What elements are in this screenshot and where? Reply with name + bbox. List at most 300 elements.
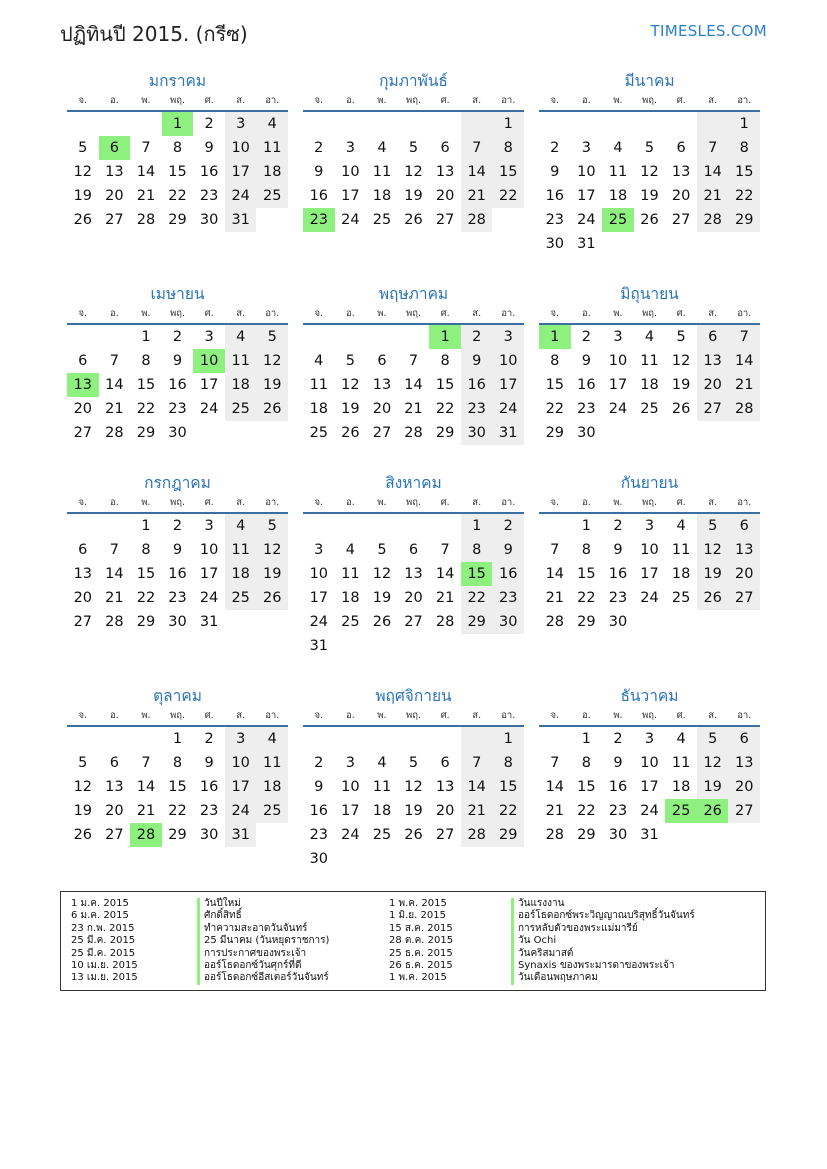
day-cell[interactable]: 1: [581, 731, 591, 747]
day-cell[interactable]: 30: [199, 212, 219, 228]
day-cell[interactable]: 13: [105, 779, 124, 795]
day-cell[interactable]: 27: [435, 212, 455, 228]
day-cell[interactable]: 14: [435, 566, 455, 582]
day-cell[interactable]: 4: [225, 514, 257, 538]
day-cell[interactable]: 1: [492, 112, 524, 136]
day-cell[interactable]: 26: [671, 401, 691, 417]
day-cell[interactable]: 25: [256, 184, 288, 208]
day-cell[interactable]: 10: [640, 755, 659, 771]
day-cell[interactable]: 28: [545, 827, 565, 843]
day-cell[interactable]: 26: [256, 397, 288, 421]
day-cell[interactable]: 11: [640, 353, 659, 369]
day-cell[interactable]: 6: [99, 136, 131, 160]
day-cell[interactable]: 2: [581, 329, 591, 345]
day-cell[interactable]: 5: [676, 329, 686, 345]
day-cell[interactable]: 30: [545, 236, 565, 252]
day-cell[interactable]: 20: [697, 373, 729, 397]
day-cell[interactable]: 24: [225, 799, 257, 823]
day-cell[interactable]: 11: [225, 538, 257, 562]
day-cell[interactable]: 16: [309, 188, 329, 204]
day-cell[interactable]: 17: [199, 377, 219, 393]
day-cell[interactable]: 14: [404, 377, 423, 393]
day-cell[interactable]: 25: [341, 614, 360, 630]
day-cell[interactable]: 21: [461, 184, 493, 208]
day-cell[interactable]: 15: [577, 779, 596, 795]
day-cell[interactable]: 13: [404, 566, 423, 582]
day-cell[interactable]: 3: [204, 329, 214, 345]
day-cell[interactable]: 2: [172, 518, 183, 534]
day-cell[interactable]: 24: [492, 397, 524, 421]
day-cell[interactable]: 15: [435, 377, 455, 393]
day-cell[interactable]: 4: [345, 542, 355, 558]
day-cell[interactable]: 3: [492, 325, 524, 349]
day-cell[interactable]: 1: [141, 518, 151, 534]
day-cell[interactable]: 20: [435, 803, 455, 819]
day-cell[interactable]: 17: [608, 377, 628, 393]
day-cell[interactable]: 16: [608, 779, 628, 795]
day-cell[interactable]: 22: [728, 184, 760, 208]
day-cell[interactable]: 5: [78, 140, 88, 156]
day-cell[interactable]: 28: [461, 208, 493, 232]
day-cell[interactable]: 12: [73, 164, 93, 180]
day-cell[interactable]: 3: [644, 731, 655, 747]
day-cell[interactable]: 7: [697, 136, 729, 160]
day-cell[interactable]: 20: [372, 401, 392, 417]
day-cell[interactable]: 19: [73, 188, 93, 204]
day-cell[interactable]: 17: [341, 803, 360, 819]
day-cell[interactable]: 6: [408, 542, 419, 558]
day-cell[interactable]: 11: [671, 542, 691, 558]
day-cell[interactable]: 28: [545, 614, 565, 630]
day-cell[interactable]: 26: [372, 614, 392, 630]
day-cell[interactable]: 30: [309, 851, 329, 867]
day-cell[interactable]: 19: [671, 377, 691, 393]
day-cell[interactable]: 4: [377, 755, 387, 771]
day-cell[interactable]: 26: [697, 799, 729, 823]
day-cell[interactable]: 10: [640, 542, 659, 558]
day-cell[interactable]: 30: [168, 425, 187, 441]
day-cell[interactable]: 18: [256, 160, 288, 184]
day-cell[interactable]: 8: [461, 538, 493, 562]
day-cell[interactable]: 18: [372, 803, 392, 819]
day-cell[interactable]: 12: [671, 353, 691, 369]
day-cell[interactable]: 30: [168, 614, 187, 630]
day-cell[interactable]: 26: [73, 212, 93, 228]
day-cell[interactable]: 12: [372, 566, 392, 582]
day-cell[interactable]: 9: [314, 779, 324, 795]
day-cell[interactable]: 15: [168, 164, 187, 180]
day-cell[interactable]: 23: [608, 590, 628, 606]
day-cell[interactable]: 22: [492, 184, 524, 208]
day-cell[interactable]: 5: [377, 542, 387, 558]
day-cell[interactable]: 21: [105, 590, 124, 606]
day-cell[interactable]: 31: [492, 421, 524, 445]
day-cell[interactable]: 11: [608, 164, 628, 180]
day-cell[interactable]: 29: [136, 614, 156, 630]
day-cell[interactable]: 23: [492, 586, 524, 610]
day-cell[interactable]: 22: [577, 803, 596, 819]
day-cell[interactable]: 23: [608, 803, 628, 819]
day-cell[interactable]: 16: [309, 803, 329, 819]
day-cell[interactable]: 10: [225, 751, 257, 775]
day-cell[interactable]: 29: [461, 610, 493, 634]
day-cell[interactable]: 13: [435, 779, 455, 795]
day-cell[interactable]: 29: [577, 614, 596, 630]
day-cell[interactable]: 22: [435, 401, 455, 417]
day-cell[interactable]: 22: [461, 586, 493, 610]
day-cell[interactable]: 23: [199, 188, 219, 204]
day-cell[interactable]: 25: [372, 827, 392, 843]
day-cell[interactable]: 6: [377, 353, 387, 369]
day-cell[interactable]: 10: [309, 566, 329, 582]
day-cell[interactable]: 29: [168, 212, 187, 228]
day-cell[interactable]: 17: [577, 188, 596, 204]
day-cell[interactable]: 20: [728, 775, 760, 799]
day-cell[interactable]: 2: [461, 325, 493, 349]
day-cell[interactable]: 4: [644, 329, 655, 345]
day-cell[interactable]: 26: [404, 827, 423, 843]
day-cell[interactable]: 27: [73, 614, 93, 630]
day-cell[interactable]: 16: [577, 377, 596, 393]
day-cell[interactable]: 7: [109, 353, 119, 369]
day-cell[interactable]: 4: [256, 727, 288, 751]
day-cell[interactable]: 25: [671, 590, 691, 606]
day-cell[interactable]: 15: [136, 377, 156, 393]
day-cell[interactable]: 15: [461, 562, 493, 586]
day-cell[interactable]: 24: [608, 401, 628, 417]
day-cell[interactable]: 18: [225, 562, 257, 586]
day-cell[interactable]: 26: [341, 425, 360, 441]
day-cell[interactable]: 25: [225, 397, 257, 421]
day-cell[interactable]: 16: [608, 566, 628, 582]
day-cell[interactable]: 12: [256, 349, 288, 373]
day-cell[interactable]: 11: [372, 164, 392, 180]
day-cell[interactable]: 14: [136, 164, 156, 180]
day-cell[interactable]: 14: [105, 377, 124, 393]
day-cell[interactable]: 16: [168, 566, 187, 582]
day-cell[interactable]: 1: [429, 325, 461, 349]
day-cell[interactable]: 25: [225, 586, 257, 610]
day-cell[interactable]: 22: [136, 401, 156, 417]
day-cell[interactable]: 23: [577, 401, 596, 417]
day-cell[interactable]: 8: [492, 751, 524, 775]
day-cell[interactable]: 7: [728, 325, 760, 349]
day-cell[interactable]: 17: [640, 566, 659, 582]
day-cell[interactable]: 28: [697, 208, 729, 232]
day-cell[interactable]: 8: [550, 353, 560, 369]
day-cell[interactable]: 2: [314, 140, 324, 156]
day-cell[interactable]: 5: [256, 325, 288, 349]
day-cell[interactable]: 10: [577, 164, 596, 180]
day-cell[interactable]: 31: [199, 614, 219, 630]
day-cell[interactable]: 26: [256, 586, 288, 610]
day-cell[interactable]: 26: [640, 212, 659, 228]
day-cell[interactable]: 2: [204, 116, 214, 132]
day-cell[interactable]: 8: [172, 140, 183, 156]
day-cell[interactable]: 21: [545, 590, 565, 606]
day-cell[interactable]: 17: [199, 566, 219, 582]
day-cell[interactable]: 27: [435, 827, 455, 843]
day-cell[interactable]: 7: [141, 140, 151, 156]
day-cell[interactable]: 20: [73, 401, 93, 417]
day-cell[interactable]: 27: [105, 827, 124, 843]
day-cell[interactable]: 11: [341, 566, 360, 582]
day-cell[interactable]: 23: [461, 397, 493, 421]
day-cell[interactable]: 14: [461, 775, 493, 799]
day-cell[interactable]: 1: [172, 731, 183, 747]
day-cell[interactable]: 12: [697, 538, 729, 562]
day-cell[interactable]: 24: [640, 803, 659, 819]
day-cell[interactable]: 7: [461, 136, 493, 160]
day-cell[interactable]: 22: [545, 401, 565, 417]
day-cell[interactable]: 12: [404, 164, 423, 180]
day-cell[interactable]: 23: [168, 590, 187, 606]
day-cell[interactable]: 12: [256, 538, 288, 562]
day-cell[interactable]: 17: [341, 188, 360, 204]
day-cell[interactable]: 16: [461, 373, 493, 397]
day-cell[interactable]: 11: [671, 755, 691, 771]
day-cell[interactable]: 19: [256, 562, 288, 586]
day-cell[interactable]: 14: [728, 349, 760, 373]
day-cell[interactable]: 20: [728, 562, 760, 586]
day-cell[interactable]: 19: [73, 803, 93, 819]
day-cell[interactable]: 27: [697, 397, 729, 421]
day-cell[interactable]: 21: [545, 803, 565, 819]
day-cell[interactable]: 6: [109, 755, 119, 771]
day-cell[interactable]: 8: [728, 136, 760, 160]
day-cell[interactable]: 4: [613, 140, 623, 156]
day-cell[interactable]: 8: [581, 755, 591, 771]
day-cell[interactable]: 22: [136, 590, 156, 606]
day-cell[interactable]: 28: [136, 212, 156, 228]
day-cell[interactable]: 20: [105, 188, 124, 204]
day-cell[interactable]: 8: [581, 542, 591, 558]
day-cell[interactable]: 1: [492, 727, 524, 751]
day-cell[interactable]: 9: [314, 164, 324, 180]
day-cell[interactable]: 18: [640, 377, 659, 393]
day-cell[interactable]: 19: [697, 562, 729, 586]
day-cell[interactable]: 29: [545, 425, 565, 441]
day-cell[interactable]: 9: [550, 164, 560, 180]
day-cell[interactable]: 29: [728, 208, 760, 232]
day-cell[interactable]: 11: [372, 779, 392, 795]
day-cell[interactable]: 28: [105, 425, 124, 441]
day-cell[interactable]: 15: [168, 779, 187, 795]
day-cell[interactable]: 27: [105, 212, 124, 228]
day-cell[interactable]: 25: [665, 799, 697, 823]
day-cell[interactable]: 2: [550, 140, 560, 156]
day-cell[interactable]: 24: [309, 614, 329, 630]
day-cell[interactable]: 27: [372, 425, 392, 441]
day-cell[interactable]: 11: [256, 136, 288, 160]
day-cell[interactable]: 1: [539, 325, 571, 349]
day-cell[interactable]: 1: [162, 112, 194, 136]
day-cell[interactable]: 5: [256, 514, 288, 538]
day-cell[interactable]: 31: [309, 638, 329, 654]
day-cell[interactable]: 24: [341, 827, 360, 843]
day-cell[interactable]: 11: [309, 377, 329, 393]
day-cell[interactable]: 14: [697, 160, 729, 184]
day-cell[interactable]: 1: [728, 112, 760, 136]
day-cell[interactable]: 29: [136, 425, 156, 441]
day-cell[interactable]: 21: [697, 184, 729, 208]
day-cell[interactable]: 13: [435, 164, 455, 180]
day-cell[interactable]: 4: [676, 518, 686, 534]
day-cell[interactable]: 28: [105, 614, 124, 630]
day-cell[interactable]: 8: [440, 353, 450, 369]
day-cell[interactable]: 31: [640, 827, 659, 843]
day-cell[interactable]: 12: [640, 164, 659, 180]
day-cell[interactable]: 2: [492, 514, 524, 538]
day-cell[interactable]: 28: [728, 397, 760, 421]
day-cell[interactable]: 19: [372, 590, 392, 606]
day-cell[interactable]: 25: [602, 208, 634, 232]
day-cell[interactable]: 29: [577, 827, 596, 843]
day-cell[interactable]: 6: [697, 325, 729, 349]
day-cell[interactable]: 15: [492, 775, 524, 799]
day-cell[interactable]: 4: [256, 112, 288, 136]
day-cell[interactable]: 17: [225, 775, 257, 799]
day-cell[interactable]: 15: [728, 160, 760, 184]
day-cell[interactable]: 6: [440, 755, 450, 771]
day-cell[interactable]: 9: [581, 353, 591, 369]
day-cell[interactable]: 21: [105, 401, 124, 417]
day-cell[interactable]: 27: [404, 614, 423, 630]
day-cell[interactable]: 15: [545, 377, 565, 393]
day-cell[interactable]: 3: [345, 140, 355, 156]
day-cell[interactable]: 30: [492, 610, 524, 634]
day-cell[interactable]: 7: [440, 542, 450, 558]
day-cell[interactable]: 21: [136, 803, 156, 819]
day-cell[interactable]: 10: [199, 542, 219, 558]
day-cell[interactable]: 24: [199, 590, 219, 606]
day-cell[interactable]: 20: [105, 803, 124, 819]
day-cell[interactable]: 17: [640, 779, 659, 795]
day-cell[interactable]: 22: [168, 803, 187, 819]
day-cell[interactable]: 17: [492, 373, 524, 397]
day-cell[interactable]: 6: [440, 140, 450, 156]
day-cell[interactable]: 2: [172, 329, 183, 345]
day-cell[interactable]: 3: [345, 755, 355, 771]
day-cell[interactable]: 13: [73, 566, 93, 582]
day-cell[interactable]: 11: [225, 349, 257, 373]
day-cell[interactable]: 9: [492, 538, 524, 562]
day-cell[interactable]: 19: [404, 188, 423, 204]
day-cell[interactable]: 27: [728, 799, 760, 823]
day-cell[interactable]: 7: [461, 751, 493, 775]
day-cell[interactable]: 3: [314, 542, 324, 558]
day-cell[interactable]: 30: [608, 614, 628, 630]
day-cell[interactable]: 15: [136, 566, 156, 582]
day-cell[interactable]: 3: [613, 329, 623, 345]
day-cell[interactable]: 1: [581, 518, 591, 534]
day-cell[interactable]: 13: [671, 164, 691, 180]
day-cell[interactable]: 21: [404, 401, 423, 417]
day-cell[interactable]: 3: [225, 112, 257, 136]
day-cell[interactable]: 21: [461, 799, 493, 823]
day-cell[interactable]: 22: [492, 799, 524, 823]
day-cell[interactable]: 2: [613, 731, 623, 747]
day-cell[interactable]: 24: [341, 212, 360, 228]
day-cell[interactable]: 6: [728, 514, 760, 538]
day-cell[interactable]: 5: [78, 755, 88, 771]
day-cell[interactable]: 19: [404, 803, 423, 819]
day-cell[interactable]: 30: [199, 827, 219, 843]
day-cell[interactable]: 29: [168, 827, 187, 843]
day-cell[interactable]: 27: [73, 425, 93, 441]
day-cell[interactable]: 10: [341, 779, 360, 795]
day-cell[interactable]: 9: [204, 140, 214, 156]
day-cell[interactable]: 22: [577, 590, 596, 606]
day-cell[interactable]: 12: [404, 779, 423, 795]
day-cell[interactable]: 25: [256, 799, 288, 823]
day-cell[interactable]: 21: [435, 590, 455, 606]
day-cell[interactable]: 18: [608, 188, 628, 204]
day-cell[interactable]: 18: [256, 775, 288, 799]
day-cell[interactable]: 6: [676, 140, 686, 156]
day-cell[interactable]: 28: [461, 823, 493, 847]
day-cell[interactable]: 8: [172, 755, 183, 771]
day-cell[interactable]: 30: [577, 425, 596, 441]
day-cell[interactable]: 13: [728, 751, 760, 775]
day-cell[interactable]: 13: [105, 164, 124, 180]
day-cell[interactable]: 23: [545, 212, 565, 228]
day-cell[interactable]: 20: [671, 188, 691, 204]
day-cell[interactable]: 5: [345, 353, 355, 369]
day-cell[interactable]: 12: [73, 779, 93, 795]
day-cell[interactable]: 9: [204, 755, 214, 771]
day-cell[interactable]: 16: [199, 164, 219, 180]
day-cell[interactable]: 3: [225, 727, 257, 751]
day-cell[interactable]: 28: [130, 823, 162, 847]
day-cell[interactable]: 4: [225, 325, 257, 349]
day-cell[interactable]: 5: [644, 140, 655, 156]
day-cell[interactable]: 19: [341, 401, 360, 417]
day-cell[interactable]: 25: [640, 401, 659, 417]
day-cell[interactable]: 18: [309, 401, 329, 417]
day-cell[interactable]: 21: [728, 373, 760, 397]
day-cell[interactable]: 14: [545, 566, 565, 582]
day-cell[interactable]: 7: [550, 755, 560, 771]
day-cell[interactable]: 3: [204, 518, 214, 534]
day-cell[interactable]: 31: [225, 208, 257, 232]
day-cell[interactable]: 10: [608, 353, 628, 369]
day-cell[interactable]: 6: [78, 542, 88, 558]
day-cell[interactable]: 24: [577, 212, 596, 228]
day-cell[interactable]: 2: [314, 755, 324, 771]
day-cell[interactable]: 23: [303, 208, 335, 232]
day-cell[interactable]: 27: [728, 586, 760, 610]
day-cell[interactable]: 9: [461, 349, 493, 373]
day-cell[interactable]: 26: [697, 586, 729, 610]
day-cell[interactable]: 28: [435, 614, 455, 630]
day-cell[interactable]: 29: [492, 823, 524, 847]
day-cell[interactable]: 10: [341, 164, 360, 180]
day-cell[interactable]: 13: [697, 349, 729, 373]
day-cell[interactable]: 3: [644, 518, 655, 534]
day-cell[interactable]: 14: [461, 160, 493, 184]
day-cell[interactable]: 4: [314, 353, 324, 369]
day-cell[interactable]: 17: [225, 160, 257, 184]
day-cell[interactable]: 16: [492, 562, 524, 586]
day-cell[interactable]: 8: [492, 136, 524, 160]
day-cell[interactable]: 10: [492, 349, 524, 373]
day-cell[interactable]: 14: [545, 779, 565, 795]
day-cell[interactable]: 5: [697, 727, 729, 751]
day-cell[interactable]: 30: [461, 421, 493, 445]
day-cell[interactable]: 1: [141, 329, 151, 345]
day-cell[interactable]: 28: [404, 425, 423, 441]
